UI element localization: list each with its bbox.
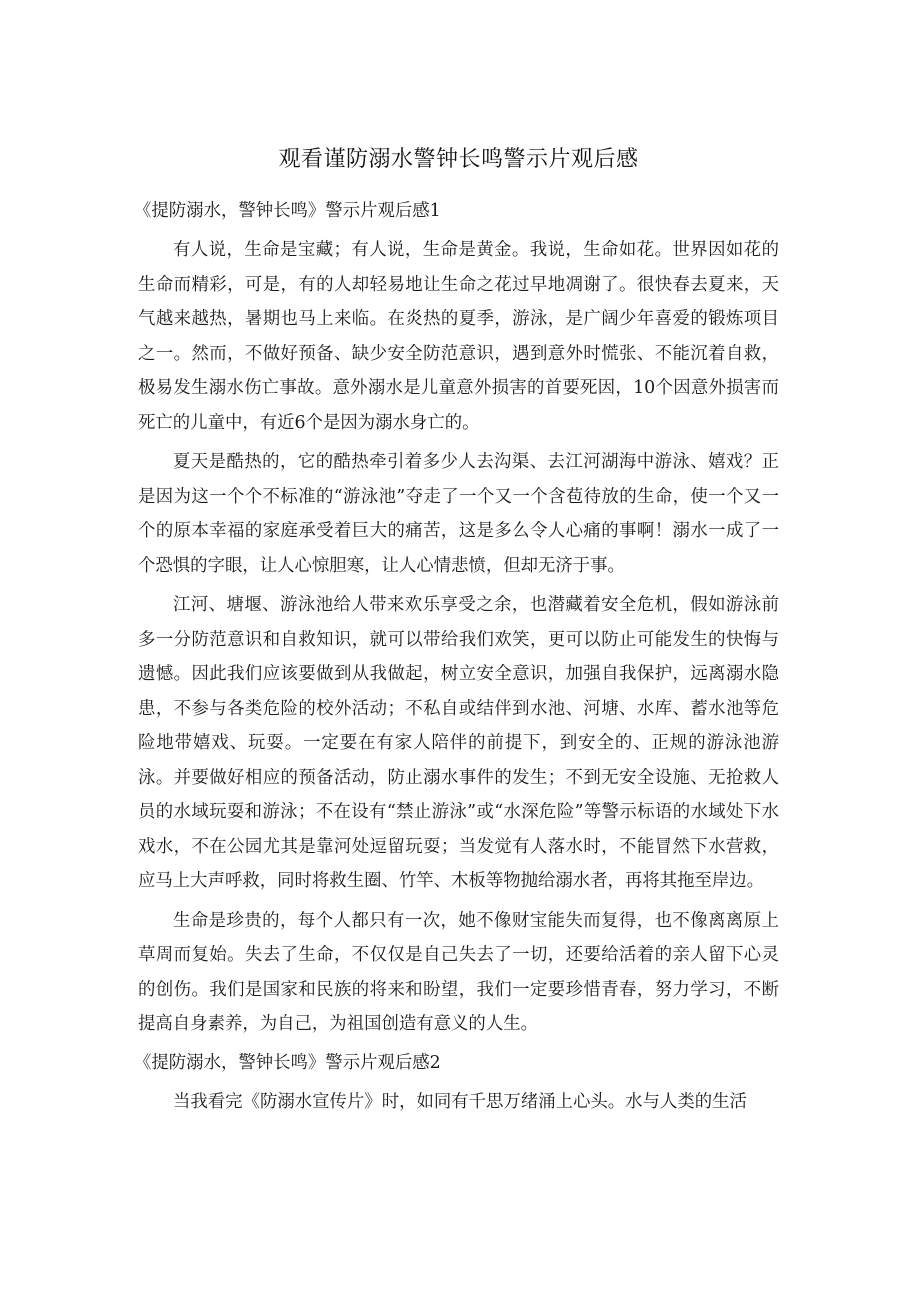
- document-title: 观看谨防溺水警钟长鸣警示片观后感: [278, 147, 639, 172]
- paragraph: 江河、塘堰、游泳池给人带来欢乐享受之余，也潜藏着安全危机，假如游泳前多一分防范意识和自救知识，就可以带给我们欢笑，更可以防止可能发生的快悔与遗憾。因此我们应该要做到从我做起，树立安全意识，加强自我保护，远离溺水隐患，不参与各类危险的校外活动；不私自或结伴到水池、河塘、水库、蓄水池等危险地带嬉戏、玩耍。一定要在有家人陪伴的前提下，到安全的、正规的游泳池游泳。并要做好相应的预备活动，防止溺水事件的发生；不到无安全设施、无抢救人员的水域玩耍和游泳；不在设有“禁止游泳”或“水深危险”等警示标语的水域处下水戏水，不在公园尤其是靠河处逗留玩耍；当发觉有人落水时，不能冒然下水营救，应马上大声呼救，同时将救生圈、竹竿、木板等物抛给溺水者，再将其拖至岸边。: [138, 595, 779, 891]
- section-heading: 《提防溺水，警钟长鸣》警示片观后感1: [134, 201, 441, 221]
- document-body: [134, 143, 779, 1124]
- essay-section-2: [134, 1047, 779, 1120]
- essay-section-1: [134, 195, 779, 1042]
- paragraph: 夏天是酷热的，它的酷热牵引着多少人去沟渠、去江河湖海中游泳、嬉戏？正是因为这一个个不标准的“游泳池”夺走了一个又一个含苞待放的生命，使一个又一个的原本幸福的家庭承受着巨大的痛苦，这是多么令人心痛的事啊！溺水一成了一个恐惧的字眼，让人心惊胆寒，让人心情悲愤，但却无济于事。: [138, 452, 779, 576]
- paragraph: 生命是珍贵的，每个人都只有一次，她不像财宝能失而复得，也不像离离原上草周而复始。失去了生命，不仅仅是自己失去了一切，还要给活着的亲人留下心灵的创伤。我们是国家和民族的将来和盼望，我们一定要珍惜青春，努力学习，不断提高自身素养，为自己，为祖国创造有意义的人生。: [138, 910, 779, 1034]
- paragraph: 当我看完《防溺水宣传片》时，如同有千思万绪涌上心头。水与人类的生活: [173, 1091, 747, 1112]
- paragraph: 有人说，生命是宝藏；有人说，生命是黄金。我说，生命如花。世界因如花的生命而精彩，可是，有的人却轻易地让生命之花过早地凋谢了。很快春去夏来，天气越来越热，暑期也马上来临。在炎热的夏季，游泳，是广阔少年喜爱的锻炼项目之一。然而，不做好预备、缺少安全防范意识，遇到意外时慌张、不能沉着自救，极易发生溺水伤亡事故。意外溺水是儿童意外损害的首要死因，10个因意外损害而死亡的儿童中，有近6个是因为溺水身亡的。: [138, 240, 779, 433]
- section-heading: 《提防溺水，警钟长鸣》警示片观后感2: [134, 1052, 441, 1073]
